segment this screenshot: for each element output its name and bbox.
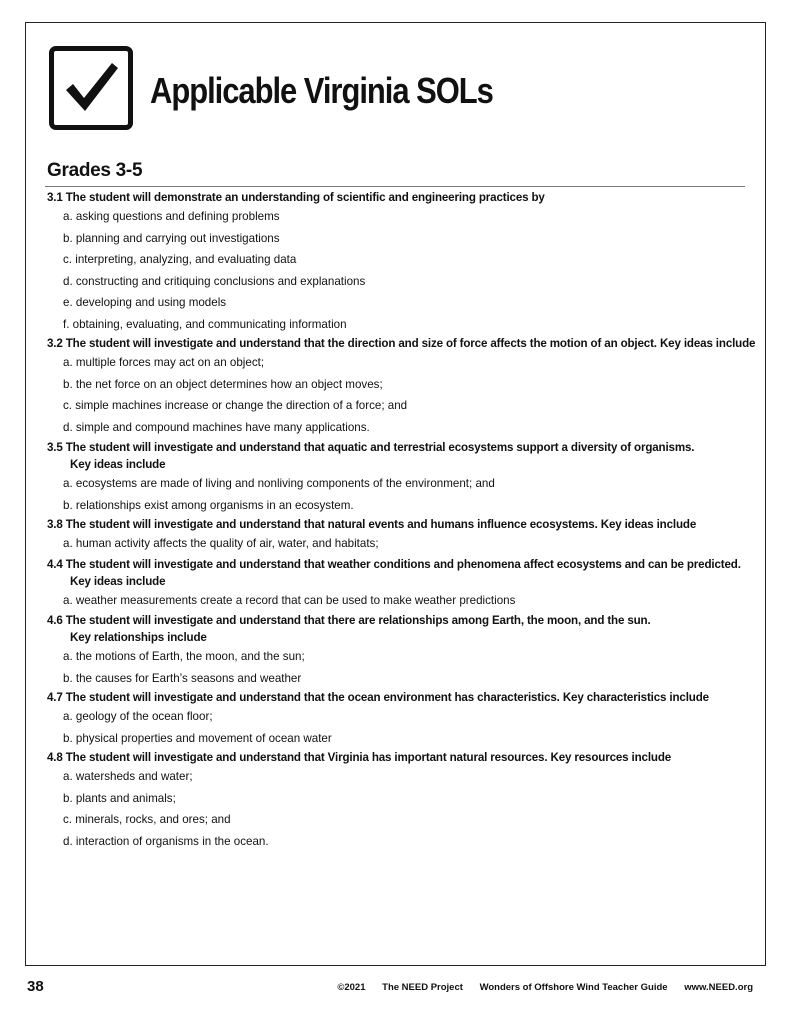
list-item: a. weather measurements create a record that can be used to make weather predictions — [63, 593, 516, 607]
list-item: d. constructing and critiquing conclusions and explanations — [63, 274, 366, 288]
standard-3-2 — [47, 335, 762, 352]
standard-text: 3.5 The student will investigate and understand that aquatic and terrestrial ecosystems support a diversity of organisms. — [47, 441, 695, 454]
list-item: c. interpreting, analyzing, and evaluating data — [63, 253, 297, 266]
list-item: d. interaction of organisms in the ocean. — [63, 834, 269, 848]
list-item: d. simple and compound machines have many applications. — [63, 420, 370, 434]
list-item: b. planning and carrying out investigations — [63, 231, 280, 245]
standard-text: 4.7 The student will investigate and understand that the ocean environment has characteristics. Key characteristics include — [47, 691, 709, 704]
standard-3-5 — [47, 439, 762, 473]
standard-text: 4.6 The student will investigate and understand that there are relationships among Earth, the moon, and the sun. — [47, 614, 651, 627]
list-item: c. simple machines increase or change the direction of a force; and — [63, 399, 408, 412]
standard-3-1 — [47, 189, 762, 206]
standard-text: 3.2 The student will investigate and understand that the direction and size of force affects the motion of an object. Key ideas include — [47, 337, 756, 350]
list-item: b. plants and animals; — [63, 791, 176, 805]
footer — [337, 982, 753, 993]
standards-list — [47, 189, 762, 852]
list-item: b. physical properties and movement of ocean water — [63, 731, 332, 745]
footer-org: The NEED Project — [382, 982, 463, 993]
standard-subhead: Key relationships include — [70, 631, 207, 644]
list-item: a. multiple forces may act on an object; — [63, 356, 265, 369]
standard-4-4 — [47, 556, 762, 590]
heading-divider — [45, 186, 745, 187]
standard-text: 4.8 The student will investigate and understand that Virginia has important natural resources. Key resources include — [47, 751, 672, 764]
standard-text: 3.1 The student will demonstrate an understanding of scientific and engineering practices by — [47, 191, 545, 204]
standard-3-8 — [47, 516, 762, 533]
list-item: a. geology of the ocean floor; — [63, 710, 213, 723]
standard-4-6 — [47, 612, 762, 646]
standard-subhead: Key ideas include — [70, 574, 166, 588]
list-item: c. minerals, rocks, and ores; and — [63, 813, 231, 826]
standard-text: 4.4 The student will investigate and understand that weather conditions and phenomena affect ecosystems and can be predicted. — [47, 557, 741, 571]
list-item: a. asking questions and defining problems — [63, 210, 280, 223]
checkmark-icon — [49, 46, 133, 130]
footer-url: www.NEED.org — [684, 982, 753, 993]
list-item: b. relationships exist among organisms in an ecosystem. — [63, 498, 354, 512]
standard-4-8 — [47, 749, 762, 766]
standard-4-7 — [47, 689, 762, 706]
list-item: a. watersheds and water; — [63, 770, 193, 783]
list-item: a. human activity affects the quality of air, water, and habitats; — [63, 537, 379, 550]
list-item: e. developing and using models — [63, 296, 227, 309]
page-title: Applicable Virginia SOLs — [150, 70, 493, 111]
page-number: 38 — [27, 978, 44, 995]
footer-copyright: ©2021 — [337, 982, 366, 993]
list-item: b. the net force on an object determines how an object moves; — [63, 377, 383, 391]
footer-guide-title: Wonders of Offshore Wind Teacher Guide — [479, 982, 668, 993]
standard-subhead: Key ideas include — [70, 458, 166, 471]
list-item: b. the causes for Earth’s seasons and weather — [63, 671, 302, 685]
standard-text: 3.8 The student will investigate and understand that natural events and humans influence ecosystems. Key ideas include — [47, 518, 697, 531]
list-item: f. obtaining, evaluating, and communicating information — [63, 317, 347, 331]
list-item: a. ecosystems are made of living and nonliving components of the environment; and — [63, 477, 495, 490]
list-item: a. the motions of Earth, the moon, and the sun; — [63, 650, 305, 663]
grade-heading: Grades 3-5 — [47, 160, 143, 181]
